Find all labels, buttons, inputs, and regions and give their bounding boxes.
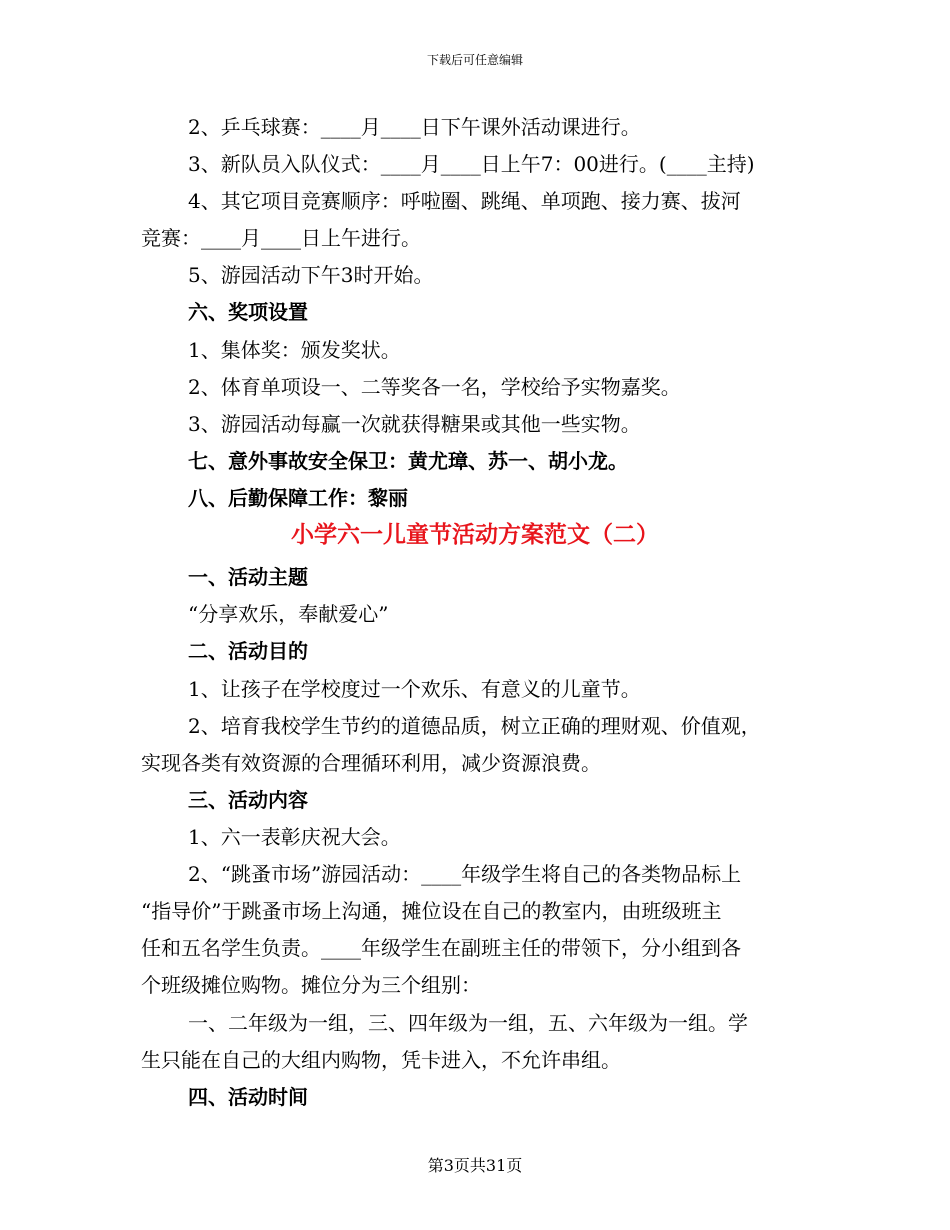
section-heading: 一、活动主题 — [188, 565, 308, 589]
section-heading: 八、后勤保障工作：黎丽 — [188, 486, 408, 510]
text-line: “指导价”于跳蚤市场上沟通，摊位设在自己的教室内，由班级班主 — [141, 899, 722, 923]
text-line: 一、二年级为一组，三、四年级为一组，五、六年级为一组。学 — [188, 1011, 748, 1035]
text-line: “分享欢乐，奉献爱心” — [188, 602, 389, 626]
text-line: 1、让孩子在学校度过一个欢乐、有意义的儿童节。 — [188, 677, 641, 701]
text-line: 任和五名学生负责。____年级学生在副班主任的带领下，分小组到各 — [141, 936, 741, 960]
text-line: 2、乒乓球赛：____月____日下午课外活动课进行。 — [188, 115, 641, 139]
section-heading: 二、活动目的 — [188, 639, 308, 663]
text-line: 生只能在自己的大组内购物，凭卡进入，不允许串组。 — [141, 1048, 621, 1072]
text-line: 2、体育单项设一、二等奖各一名，学校给予实物嘉奖。 — [188, 375, 681, 399]
text-line: 1、集体奖：颁发奖状。 — [188, 338, 401, 362]
text-line: 2、“跳蚤市场”游园活动：____年级学生将自己的各类物品标上 — [188, 862, 742, 886]
text-line: 4、其它项目竞赛顺序：呼啦圈、跳绳、单项跑、接力赛、拔河 — [188, 189, 741, 213]
section-heading: 三、活动内容 — [188, 788, 308, 812]
text-line: 2、培育我校学生节约的道德品质，树立正确的理财观、价值观， — [188, 714, 761, 738]
text-line: 实现各类有效资源的合理循环利用，减少资源浪费。 — [141, 751, 601, 775]
text-line: 个班级摊位购物。摊位分为三个组别： — [141, 973, 481, 997]
section-heading: 七、意外事故安全保卫：黄尤璋、苏一、胡小龙。 — [188, 449, 628, 473]
section-heading: 四、活动时间 — [188, 1085, 308, 1109]
document-title: 小学六一儿童节活动方案范文（二） — [291, 521, 659, 548]
section-heading: 六、奖项设置 — [188, 300, 308, 324]
text-line: 1、六一表彰庆祝大会。 — [188, 825, 401, 849]
text-line: 3、新队员入队仪式：____月____日上午7：00进行。(____主持) — [188, 152, 755, 176]
text-line: 3、游园活动每赢一次就获得糖果或其他一些实物。 — [188, 412, 641, 436]
text-line: 5、游园活动下午3时开始。 — [188, 263, 434, 287]
page-footer: 第3页共31页 — [427, 1156, 523, 1175]
text-line: 竞赛：____月____日上午进行。 — [141, 226, 421, 250]
page-header: 下载后可任意编辑 — [426, 53, 523, 67]
